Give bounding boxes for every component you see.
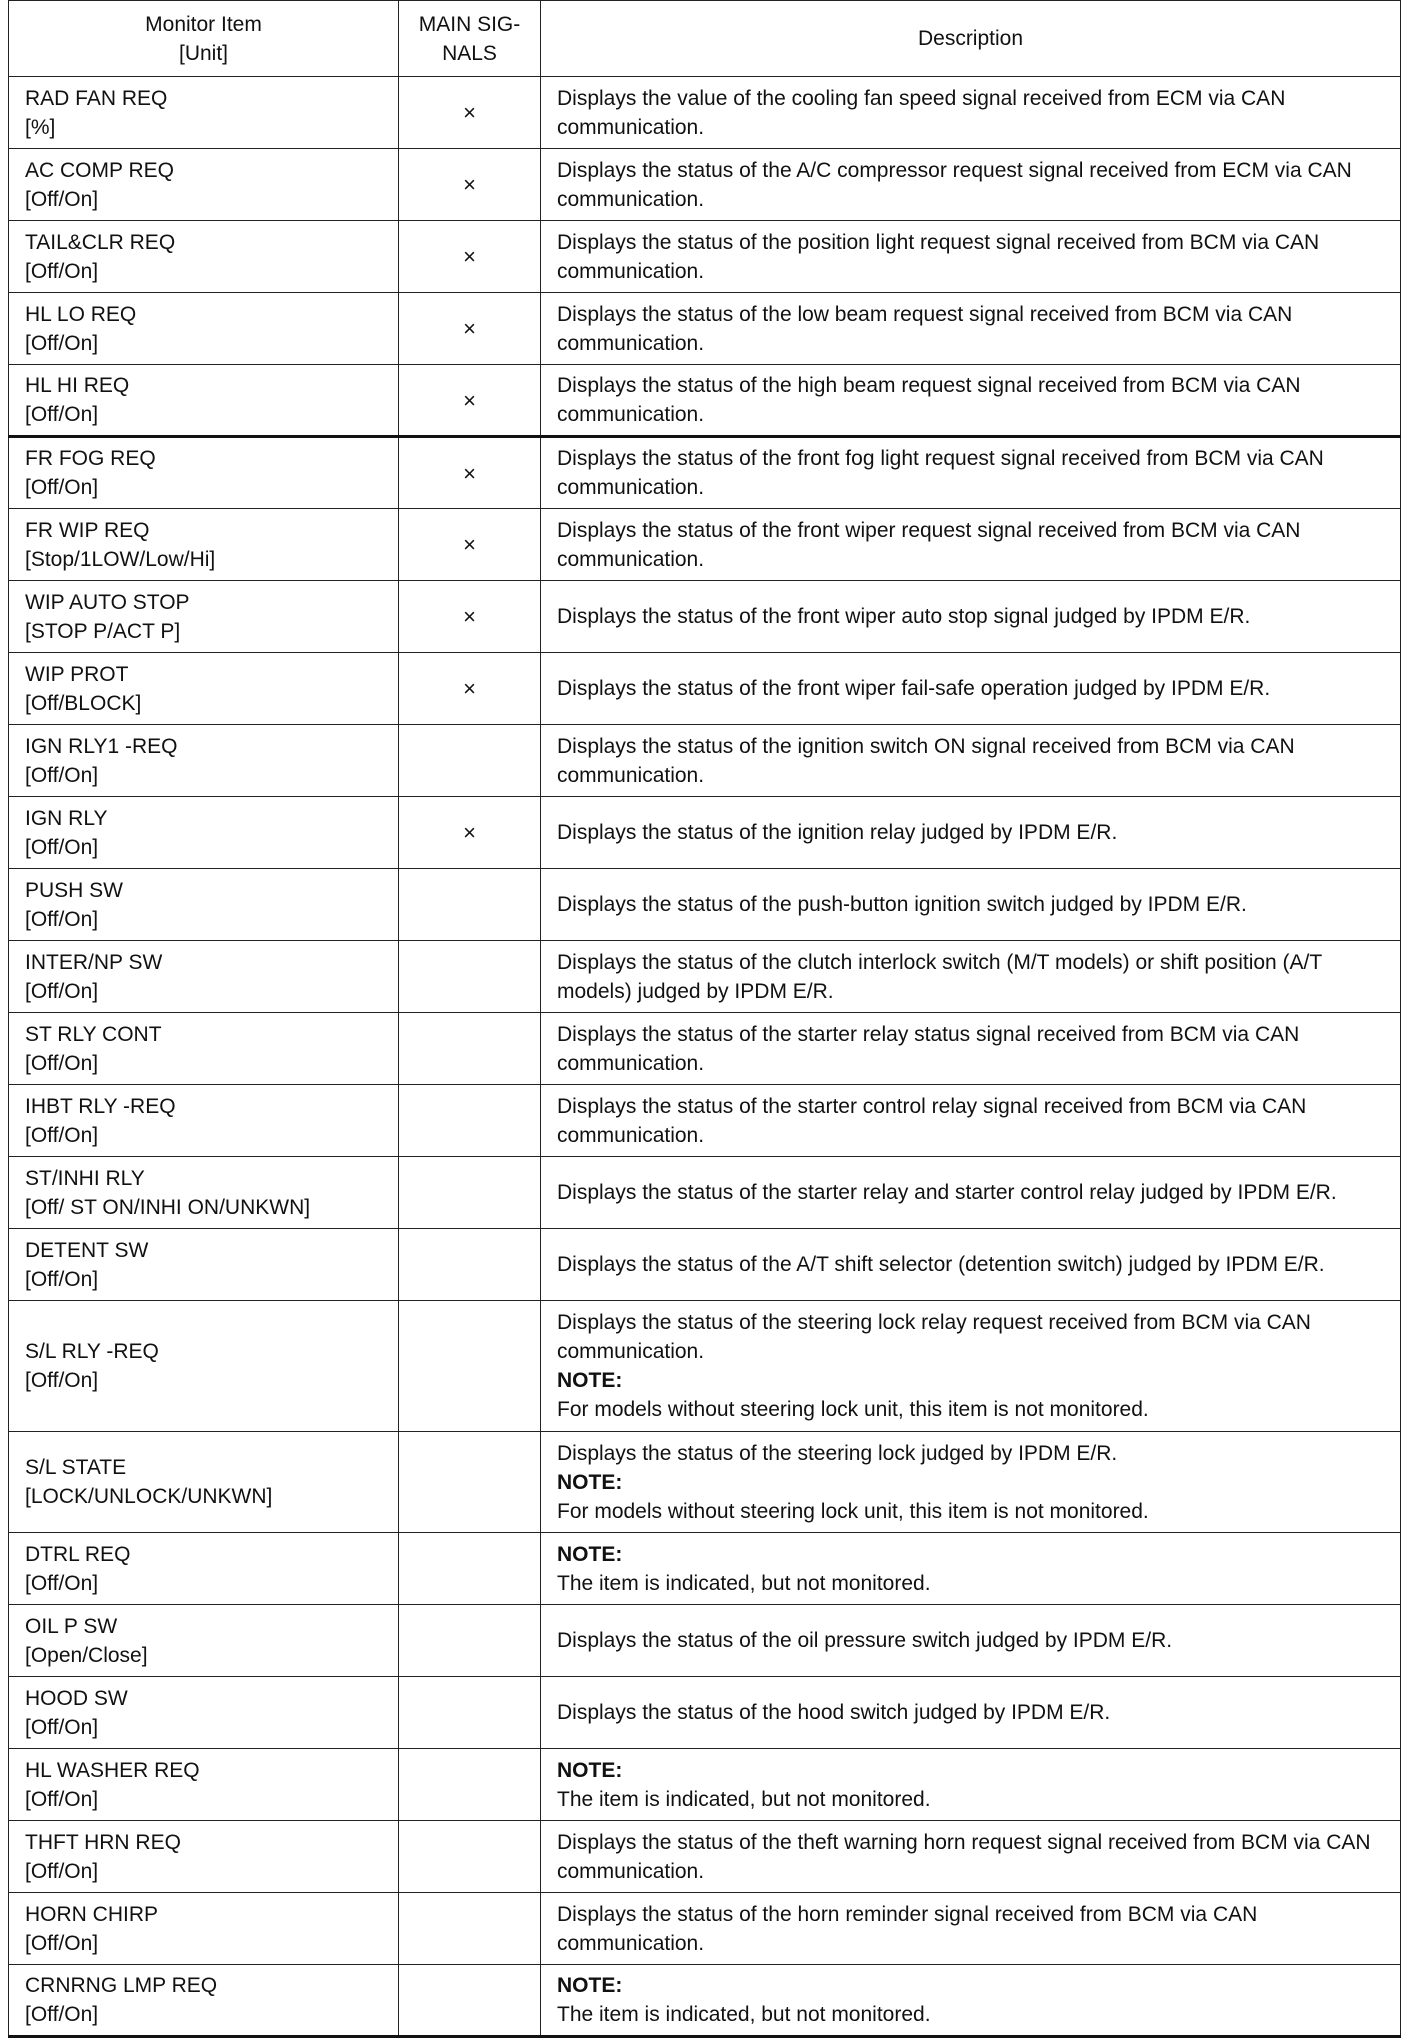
description-cell <box>541 1301 1401 1432</box>
monitor-item-cell <box>9 1821 399 1893</box>
note-text: The item is indicated, but not monitored. <box>557 1787 931 1811</box>
description-text: Displays the status of the front fog light request signal received from BCM via CAN communication. <box>557 447 1324 499</box>
monitor-item-name: DETENT SW <box>25 1238 149 1262</box>
monitor-item-unit: [Off/ ST ON/INHI ON/UNKWN] <box>25 1195 311 1219</box>
monitor-item-name: AC COMP REQ <box>25 158 174 182</box>
monitor-item-cell <box>9 1749 399 1821</box>
description-cell <box>541 509 1401 581</box>
description-text: Displays the status of the high beam request signal received from BCM via CAN communication. <box>557 374 1301 426</box>
note-text: For models without steering lock unit, this item is not monitored. <box>557 1499 1149 1523</box>
monitor-item-name: RAD FAN REQ <box>25 86 168 110</box>
monitor-item-cell <box>9 437 399 509</box>
note-text: The item is indicated, but not monitored. <box>557 1571 931 1595</box>
header-description: Description <box>541 1 1401 77</box>
header-monitor-item-line1: Monitor Item <box>145 12 262 36</box>
monitor-item-name: THFT HRN REQ <box>25 1830 181 1854</box>
table-row <box>9 1013 1401 1085</box>
table-body <box>9 77 1401 2037</box>
monitor-item-name: ST RLY CONT <box>25 1022 162 1046</box>
description-text: Displays the status of the position light request signal received from BCM via CAN communication. <box>557 230 1320 283</box>
main-signal-mark: × <box>399 293 541 365</box>
monitor-item-cell <box>9 1157 399 1229</box>
monitor-item-name: WIP AUTO STOP <box>25 590 190 614</box>
monitor-item-name: DTRL REQ <box>25 1542 131 1566</box>
main-signal-mark <box>399 1533 541 1605</box>
table-row <box>9 941 1401 1013</box>
description-text: Displays the status of the push-button ignition switch judged by IPDM E/R. <box>557 893 1247 916</box>
monitor-item-unit: [Off/On] <box>25 187 99 211</box>
monitor-item-cell <box>9 653 399 725</box>
table-row <box>9 1605 1401 1677</box>
description-cell <box>541 149 1401 221</box>
table-row <box>9 149 1401 221</box>
header-main-signals-line2: NALS <box>442 41 497 65</box>
monitor-item-name: HORN CHIRP <box>25 1902 159 1926</box>
table-row <box>9 1157 1401 1229</box>
main-signal-mark: × <box>399 581 541 653</box>
monitor-item-name: IGN RLY <box>25 806 108 830</box>
description-text: Displays the status of the starter relay and starter control relay judged by IPDM E/R. <box>557 1181 1337 1204</box>
monitor-item-cell <box>9 797 399 869</box>
header-monitor-item-line2: [Unit] <box>178 41 228 65</box>
note-label: NOTE: <box>557 1470 623 1494</box>
table-row <box>9 1749 1401 1821</box>
monitor-item-name: CRNRNG LMP REQ <box>25 1974 218 1997</box>
table-row <box>9 1533 1401 1605</box>
description-cell <box>541 1157 1401 1229</box>
main-signal-mark <box>399 1432 541 1533</box>
monitor-item-cell <box>9 1432 399 1533</box>
monitor-item-unit: [STOP P/ACT P] <box>25 619 181 643</box>
table-row <box>9 509 1401 581</box>
monitor-item-unit: [LOCK/UNLOCK/UNKWN] <box>25 1485 273 1508</box>
table-row <box>9 725 1401 797</box>
main-signal-mark: × <box>399 221 541 293</box>
monitor-item-cell <box>9 221 399 293</box>
monitor-item-name: HL WASHER REQ <box>25 1758 200 1782</box>
description-cell <box>541 1229 1401 1301</box>
description-cell <box>541 725 1401 797</box>
monitor-item-name: S/L STATE <box>25 1456 127 1479</box>
description-text: Displays the value of the cooling fan speed signal received from ECM via CAN communication. <box>557 86 1286 139</box>
header-main-signals <box>399 1 541 77</box>
monitor-item-cell <box>9 1085 399 1157</box>
monitor-item-unit: [Off/On] <box>25 1859 99 1883</box>
monitor-item-unit: [Off/On] <box>25 1051 99 1075</box>
description-cell <box>541 1533 1401 1605</box>
description-text: Displays the status of the front wiper auto stop signal judged by IPDM E/R. <box>557 605 1251 628</box>
description-cell <box>541 1677 1401 1749</box>
note-label: NOTE: <box>557 1974 623 1997</box>
description-text: Displays the status of the front wiper request signal received from BCM via CAN communication. <box>557 518 1301 571</box>
description-cell <box>541 1821 1401 1893</box>
note-label: NOTE: <box>557 1369 623 1392</box>
monitor-item-table <box>8 0 1401 2038</box>
monitor-item-unit: [Off/On] <box>25 1369 99 1392</box>
main-signal-mark: × <box>399 77 541 149</box>
monitor-item-name: PUSH SW <box>25 878 124 902</box>
main-signal-mark: × <box>399 437 541 509</box>
description-text: Displays the status of the starter control relay signal received from BCM via CAN communication. <box>557 1094 1307 1147</box>
monitor-item-cell <box>9 509 399 581</box>
monitor-item-unit: [Off/On] <box>25 1571 99 1595</box>
table-header-row <box>9 1 1401 77</box>
main-signal-mark <box>399 1301 541 1432</box>
description-cell <box>541 1085 1401 1157</box>
monitor-item-name: S/L RLY -REQ <box>25 1340 159 1363</box>
monitor-item-name: WIP PROT <box>25 662 129 686</box>
description-text: Displays the status of the ignition relay judged by IPDM E/R. <box>557 821 1118 844</box>
monitor-item-cell <box>9 365 399 437</box>
monitor-item-unit: [Off/On] <box>25 331 99 355</box>
monitor-item-cell <box>9 941 399 1013</box>
description-cell <box>541 437 1401 509</box>
table-row <box>9 293 1401 365</box>
description-text: Displays the status of the hood switch judged by IPDM E/R. <box>557 1701 1111 1724</box>
description-cell <box>541 221 1401 293</box>
monitor-item-name: IGN RLY1 -REQ <box>25 734 178 758</box>
description-text: Displays the status of the theft warning horn request signal received from BCM via CAN communication. <box>557 1830 1371 1883</box>
table-row <box>9 869 1401 941</box>
main-signal-mark <box>399 1157 541 1229</box>
description-text: Displays the status of the clutch interlock switch (M/T models) or shift position (A/T models) judged by IPDM E/R. <box>557 950 1322 1003</box>
monitor-item-name: FR FOG REQ <box>25 447 156 470</box>
monitor-item-cell <box>9 1605 399 1677</box>
main-signal-mark: × <box>399 149 541 221</box>
description-cell <box>541 293 1401 365</box>
table-row <box>9 437 1401 509</box>
main-signal-mark <box>399 941 541 1013</box>
description-text: Displays the status of the A/T shift selector (detention switch) judged by IPDM E/R. <box>557 1253 1325 1276</box>
monitor-item-cell <box>9 77 399 149</box>
monitor-item-name: HL HI REQ <box>25 374 130 397</box>
monitor-item-cell <box>9 149 399 221</box>
main-signal-mark <box>399 1085 541 1157</box>
note-text: The item is indicated, but not monitored. <box>557 2003 931 2026</box>
table-row <box>9 1229 1401 1301</box>
table-row <box>9 581 1401 653</box>
description-cell <box>541 797 1401 869</box>
monitor-item-unit: [Off/On] <box>25 259 99 283</box>
main-signal-mark <box>399 725 541 797</box>
description-text: Displays the status of the front wiper fail-safe operation judged by IPDM E/R. <box>557 677 1271 700</box>
table-row <box>9 1301 1401 1432</box>
monitor-item-unit: [Off/On] <box>25 1123 99 1147</box>
main-signal-mark: × <box>399 365 541 437</box>
monitor-item-unit: [Off/On] <box>25 2003 99 2026</box>
table-row <box>9 1821 1401 1893</box>
main-signal-mark: × <box>399 509 541 581</box>
header-main-signals-line1: MAIN SIG- <box>418 12 521 36</box>
description-text: Displays the status of the A/C compressor request signal received from ECM via CAN communication. <box>557 158 1352 211</box>
monitor-item-unit: [Off/On] <box>25 1715 99 1739</box>
main-signal-mark <box>399 1821 541 1893</box>
monitor-item-unit: [Off/On] <box>25 476 99 499</box>
monitor-item-name: HL LO REQ <box>25 302 137 326</box>
monitor-item-unit: [Off/On] <box>25 763 99 787</box>
main-signal-mark <box>399 1013 541 1085</box>
monitor-item-name: HOOD SW <box>25 1686 128 1710</box>
monitor-item-cell <box>9 1301 399 1432</box>
note-label: NOTE: <box>557 1758 623 1782</box>
main-signal-mark: × <box>399 653 541 725</box>
table-row <box>9 221 1401 293</box>
header-monitor-item <box>9 1 399 77</box>
monitor-item-name: OIL P SW <box>25 1614 118 1638</box>
description-text: Displays the status of the low beam request signal received from BCM via CAN communication. <box>557 302 1293 355</box>
description-text: Displays the status of the ignition switch ON signal received from BCM via CAN communication. <box>557 734 1295 787</box>
main-signal-mark <box>399 1677 541 1749</box>
monitor-item-unit: [Off/BLOCK] <box>25 691 142 715</box>
monitor-item-cell <box>9 1229 399 1301</box>
monitor-item-name: TAIL&CLR REQ <box>25 230 176 254</box>
description-cell <box>541 581 1401 653</box>
monitor-item-unit: [%] <box>25 115 56 139</box>
description-cell <box>541 77 1401 149</box>
note-label: NOTE: <box>557 1542 623 1566</box>
table-row <box>9 797 1401 869</box>
monitor-item-cell <box>9 869 399 941</box>
description-cell <box>541 653 1401 725</box>
description-cell <box>541 1013 1401 1085</box>
description-text: Displays the status of the steering lock relay request received from BCM via CAN communication. <box>557 1311 1311 1363</box>
table-row <box>9 1893 1401 1965</box>
monitor-item-name: INTER/NP SW <box>25 950 163 974</box>
description-cell <box>541 869 1401 941</box>
main-signal-mark <box>399 1229 541 1301</box>
monitor-item-cell <box>9 725 399 797</box>
main-signal-mark <box>399 1965 541 2037</box>
monitor-item-unit: [Off/On] <box>25 835 99 859</box>
main-signal-mark <box>399 1605 541 1677</box>
monitor-item-cell <box>9 581 399 653</box>
monitor-item-unit: [Off/On] <box>25 979 99 1003</box>
description-cell <box>541 1749 1401 1821</box>
table-row <box>9 1677 1401 1749</box>
description-text: Displays the status of the oil pressure switch judged by IPDM E/R. <box>557 1629 1173 1652</box>
monitor-item-unit: [Off/On] <box>25 1267 99 1291</box>
monitor-item-unit: [Off/On] <box>25 1787 99 1811</box>
monitor-item-name: ST/INHI RLY <box>25 1166 145 1190</box>
monitor-item-name: FR WIP REQ <box>25 518 150 542</box>
main-signal-mark: × <box>399 797 541 869</box>
description-text: Displays the status of the horn reminder signal received from BCM via CAN communication. <box>557 1902 1258 1955</box>
monitor-item-unit: [Off/On] <box>25 403 99 426</box>
description-cell <box>541 1432 1401 1533</box>
monitor-item-name: IHBT RLY -REQ <box>25 1094 176 1118</box>
monitor-item-cell <box>9 1965 399 2037</box>
monitor-item-unit: [Open/Close] <box>25 1643 148 1667</box>
monitor-item-cell <box>9 1677 399 1749</box>
monitor-item-unit: [Stop/1LOW/Low/Hi] <box>25 547 216 571</box>
description-cell <box>541 365 1401 437</box>
monitor-item-cell <box>9 1013 399 1085</box>
description-cell <box>541 1605 1401 1677</box>
main-signal-mark <box>399 1749 541 1821</box>
table-row <box>9 653 1401 725</box>
main-signal-mark <box>399 1893 541 1965</box>
table-row <box>9 77 1401 149</box>
table-row <box>9 1432 1401 1533</box>
main-signal-mark <box>399 869 541 941</box>
table-row <box>9 1965 1401 2037</box>
monitor-item-cell <box>9 293 399 365</box>
description-cell <box>541 1965 1401 2037</box>
description-text: Displays the status of the starter relay status signal received from BCM via CAN communication. <box>557 1022 1300 1075</box>
note-text: For models without steering lock unit, this item is not monitored. <box>557 1398 1149 1421</box>
monitor-item-document <box>8 0 1400 2038</box>
description-cell <box>541 1893 1401 1965</box>
table-row <box>9 365 1401 437</box>
monitor-item-cell <box>9 1893 399 1965</box>
monitor-item-cell <box>9 1533 399 1605</box>
description-text: Displays the status of the steering lock judged by IPDM E/R. <box>557 1441 1118 1465</box>
monitor-item-unit: [Off/On] <box>25 907 99 931</box>
table-row <box>9 1085 1401 1157</box>
monitor-item-unit: [Off/On] <box>25 1931 99 1955</box>
description-cell <box>541 941 1401 1013</box>
